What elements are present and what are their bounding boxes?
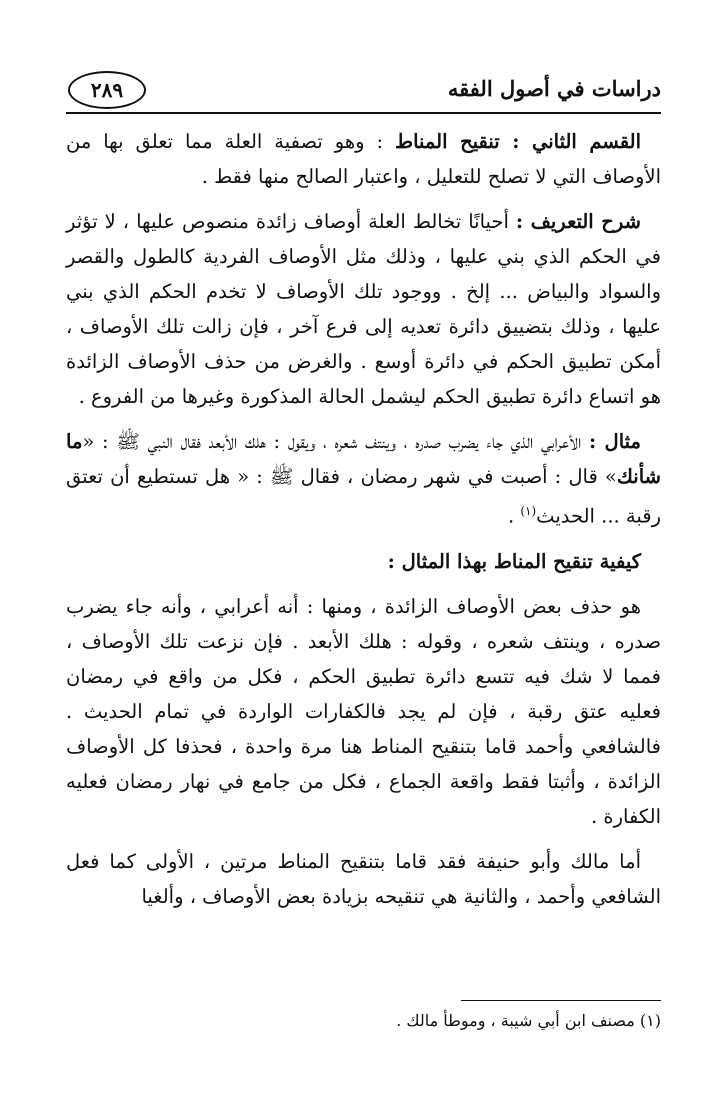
header-rule: [66, 112, 661, 114]
section-heading: كيفية تنقيح المناط بهذا المثال :: [387, 549, 641, 573]
definition-text: : وهو تصفية العلة مما تعلق بها من الأوصاف التي لا تصلح للتعليل ، واعتبار الصالح منها فقط .: [66, 130, 661, 188]
explanation-label: شرح التعريف :: [515, 210, 641, 233]
paragraph-malik: أما مالك وأبو حنيفة فقد قاما بتنقيح المناط مرتين ، الأولى كما فعل الشافعي وأحمد ، والثانية هي تنقيحه بزيادة بعض الأوصاف ، وألغيا: [66, 849, 661, 908]
footnote-ref: (١): [520, 504, 537, 518]
paragraph-example: [66, 424, 661, 534]
paragraph-definition: [66, 124, 661, 194]
section-label: القسم الثاني : تنقيح المناط: [395, 130, 641, 153]
example-label: مثال :: [589, 430, 641, 453]
page-number: ٢٨٩: [68, 71, 146, 109]
page-header: [66, 68, 661, 116]
explanation-text: أحيانًا تخالط العلة أوصاف زائدة منصوص عليها ، لا تؤثر في الحكم الذي بني عليها ، وذلك مثل الأوصاف الفردية كالطول والقصر والسواد والبياض ... إلخ . ووجود تلك الأوصاف لا تخدم الحكم الذي بني عليها ، وذلك بتضييق دائرة تعديه إلى فرع آخر ، فإن زالت تلك الأوصاف ، أمكن تطبيق الحكم في دائرة أوسع . والغرض من حذف الأوصاف الزائدة هو اتساع دائرة تطبيق الحكم ليشمل الحالة المذكورة وغيرها من الفروع .: [66, 210, 661, 408]
footnote: (١) مصنف ابن أبي شيبة ، وموطأ مالك .: [396, 1011, 661, 1030]
paragraph-method: هو حذف بعض الأوصاف الزائدة ، ومنها : أنه أعرابي ، وأنه جاء يضرب صدره ، وينتف شعره ، وقوله : هلك الأبعد . فإن نزعت تلك الأوصاف ، فمما لا شك فيه تتسع دائرة تطبيق الحكم ، فكل من واقع في رمضان فعليه عتق رقبة ، فإن لم يجد فالكفارات الواردة في تمام الحديث . فالشافعي وأحمد قاما بتنقيح المناط هنا مرة واحدة ، فحذفا كل الأوصاف الزائدة ، وأثبتا فقط واقعة الجماع ، فكل من جامع في نهار رمضان فعليه الكفارة .: [66, 594, 661, 828]
example-end: .: [507, 504, 521, 528]
footnote-rule: [461, 1000, 661, 1001]
running-title: دراسات في أصول الفقه: [447, 76, 661, 101]
example-text-a: الأعرابي الذي جاء يضرب صدره ، وينتف شعره ، ويقول : هلك الأبعد فقال النبي ﷺ : «: [82, 430, 582, 453]
example-quote: ما شأنك: [66, 430, 661, 488]
paragraph-explanation: [66, 204, 661, 414]
main-text: [66, 124, 661, 924]
example-text-b: » قال : أصبت في شهر رمضان ، فقال ﷺ : « هل تستطيع أن تعتق رقبة ... الحديث: [66, 465, 661, 528]
